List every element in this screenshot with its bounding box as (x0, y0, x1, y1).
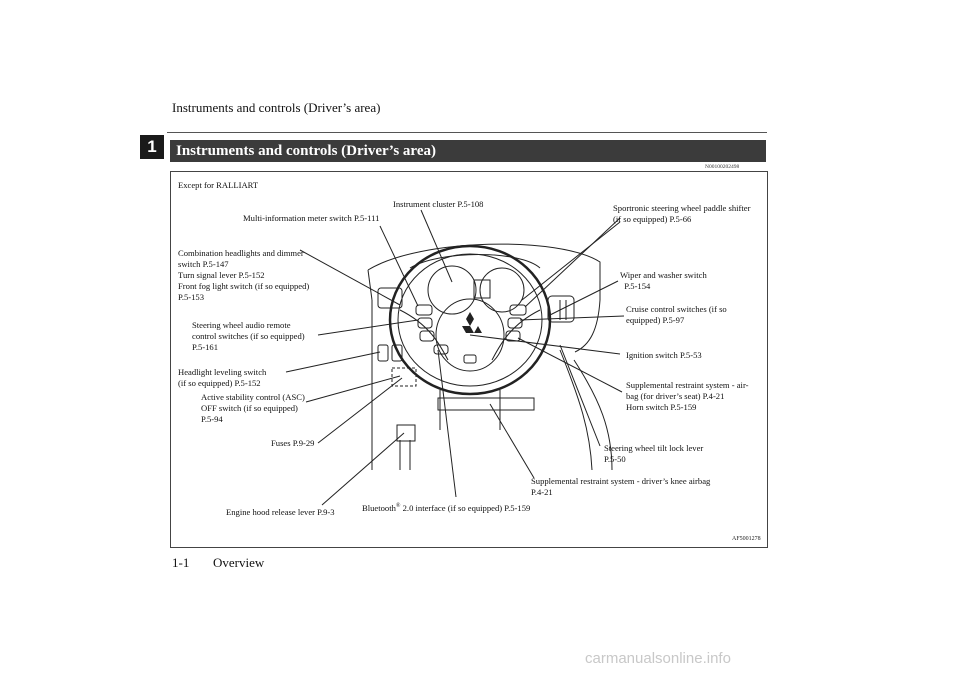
figure-note: Except for RALLIART (178, 180, 259, 190)
label-multi-info-switch: Multi-information meter switch P.5-111 (243, 213, 380, 223)
figure-id: AF5001278 (732, 536, 761, 542)
label-instrument-cluster: Instrument cluster P.5-108 (393, 199, 484, 209)
label-knee-airbag: Supplemental restraint system - driver’s knee airbag P.4-21 (531, 476, 711, 497)
label-bluetooth-brand: Bluetooth (362, 502, 396, 513)
page-number: 1-1 (172, 555, 190, 570)
label-hood-release: Engine hood release lever P.9-3 (226, 507, 335, 517)
label-wiper-switch: Wiper and washer switch P.5-154 (620, 270, 707, 291)
label-bluetooth-rest: 2.0 interface (if so equipped) P.5-159 (400, 502, 531, 513)
label-bluetooth-reg: ® (395, 503, 401, 509)
section-title: Instruments and controls (Driver’s area) (170, 140, 766, 162)
label-bluetooth (362, 501, 530, 514)
watermark: carmanualsonline.info (585, 650, 731, 667)
document-id: N00100202498 (705, 164, 740, 170)
label-combination-switch: Combination headlights and dimmer switch P.5-147 Turn signal lever P.5-152 Front fog light switch (if so equipped) P.5-153 (178, 248, 310, 302)
label-fuses: Fuses P.9-29 (271, 438, 315, 448)
label-paddle-shifter: Sportronic steering wheel paddle shifter (if so equipped) P.5-66 (613, 203, 751, 224)
label-headlight-leveling: Headlight leveling switch (if so equipped) P.5-152 (178, 367, 267, 388)
label-audio-switches: Steering wheel audio remote control switches (if so equipped) P.5-161 (192, 320, 305, 352)
page-section: Overview (213, 555, 265, 570)
running-header: Instruments and controls (Driver’s area) (172, 100, 381, 115)
chapter-tab: 1 (140, 135, 164, 159)
label-tilt-lever: Steering wheel tilt lock lever P.5-50 (604, 443, 704, 464)
label-ignition-switch: Ignition switch P.5-53 (626, 350, 702, 360)
label-asc-switch: Active stability control (ASC) OFF switch (if so equipped) P.5-94 (201, 392, 305, 424)
label-cruise-control: Cruise control switches (if so equipped) P.5-97 (626, 304, 727, 325)
label-srs-horn: Supplemental restraint system - air- bag (for driver’s seat) P.4-21 Horn switch P.5-159 (626, 380, 749, 412)
